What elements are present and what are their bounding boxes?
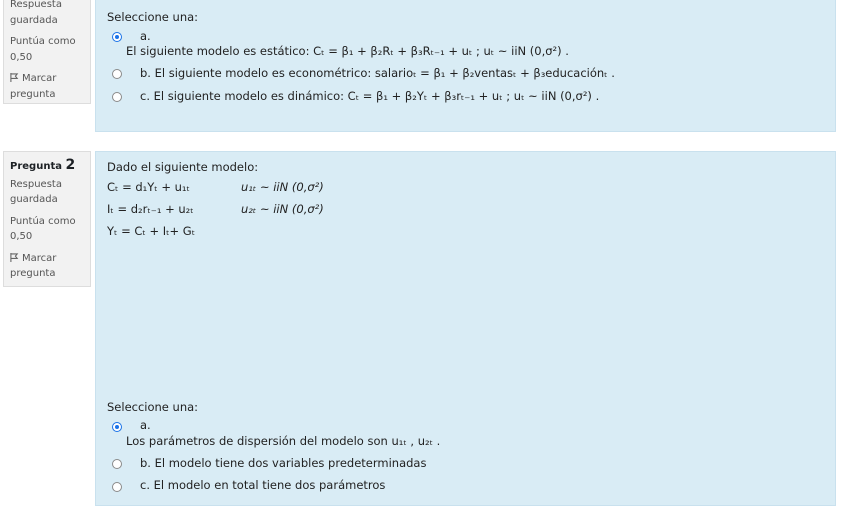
equation-2: Iₜ = d₂rₜ₋₁ + u₂ₜ: [107, 202, 194, 216]
flag-question-link[interactable]: Marcar pregunta: [10, 73, 57, 100]
option-a-text[interactable]: El siguiente modelo es estático: Cₜ = β₁ + β₂Rₜ + β₃Rₜ₋₁ + uₜ ; uₜ ~ iiN (0,σ²) .: [126, 44, 569, 58]
question-2-info: [3, 151, 91, 287]
option-a-radio[interactable]: [112, 422, 122, 432]
flag-icon: [10, 253, 19, 262]
equation-3: Yₜ = Cₜ + Iₜ+ Gₜ: [107, 224, 196, 238]
option-b-text[interactable]: b. El siguiente modelo es econométrico: salarioₜ = β₁ + β₂ventasₜ + β₃educaciónₜ .: [140, 66, 615, 80]
option-c-radio[interactable]: [112, 92, 122, 102]
flag-question-link[interactable]: Marcar pregunta: [10, 252, 57, 279]
question-intro: Dado el siguiente modelo:: [107, 160, 259, 174]
option-a-text[interactable]: Los parámetros de dispersión del modelo son u₁ₜ , u₂ₜ .: [126, 434, 441, 448]
question-1-info: [3, 0, 91, 104]
select-one-prompt: Seleccione una:: [107, 10, 199, 24]
state-label: Respuesta guardada: [10, 0, 62, 26]
grade-label: Puntúa como 0,50: [10, 36, 76, 63]
option-b-text[interactable]: b. El modelo tiene dos variables predeterminadas: [140, 456, 427, 470]
state-label: Respuesta guardada: [10, 178, 62, 205]
grade-label: Puntúa como 0,50: [10, 215, 76, 242]
question-1-content: [95, 0, 836, 132]
error-2: u₂ₜ ~ iiN (0,σ²): [241, 202, 324, 216]
error-1: u₁ₜ ~ iiN (0,σ²): [241, 180, 324, 194]
question-number: Pregunta 2: [10, 157, 76, 173]
option-b-radio[interactable]: [112, 459, 122, 469]
question-2-content: [95, 151, 836, 506]
option-a-radio[interactable]: [112, 32, 122, 42]
select-one-prompt: Seleccione una:: [107, 400, 199, 414]
option-c-radio[interactable]: [112, 482, 122, 492]
option-b-radio[interactable]: [112, 69, 122, 79]
flag-icon: [10, 73, 19, 82]
option-c-text[interactable]: c. El siguiente modelo es dinámico: Cₜ = β₁ + β₂Yₜ + β₃rₜ₋₁ + uₜ ; uₜ ~ iiN (0,σ²) .: [140, 89, 600, 103]
equation-1: Cₜ = d₁Yₜ + u₁ₜ: [107, 180, 190, 194]
option-a-letter: a.: [140, 418, 151, 432]
option-a-letter: a.: [140, 29, 151, 43]
option-c-text[interactable]: c. El modelo en total tiene dos parámetros: [140, 478, 386, 492]
